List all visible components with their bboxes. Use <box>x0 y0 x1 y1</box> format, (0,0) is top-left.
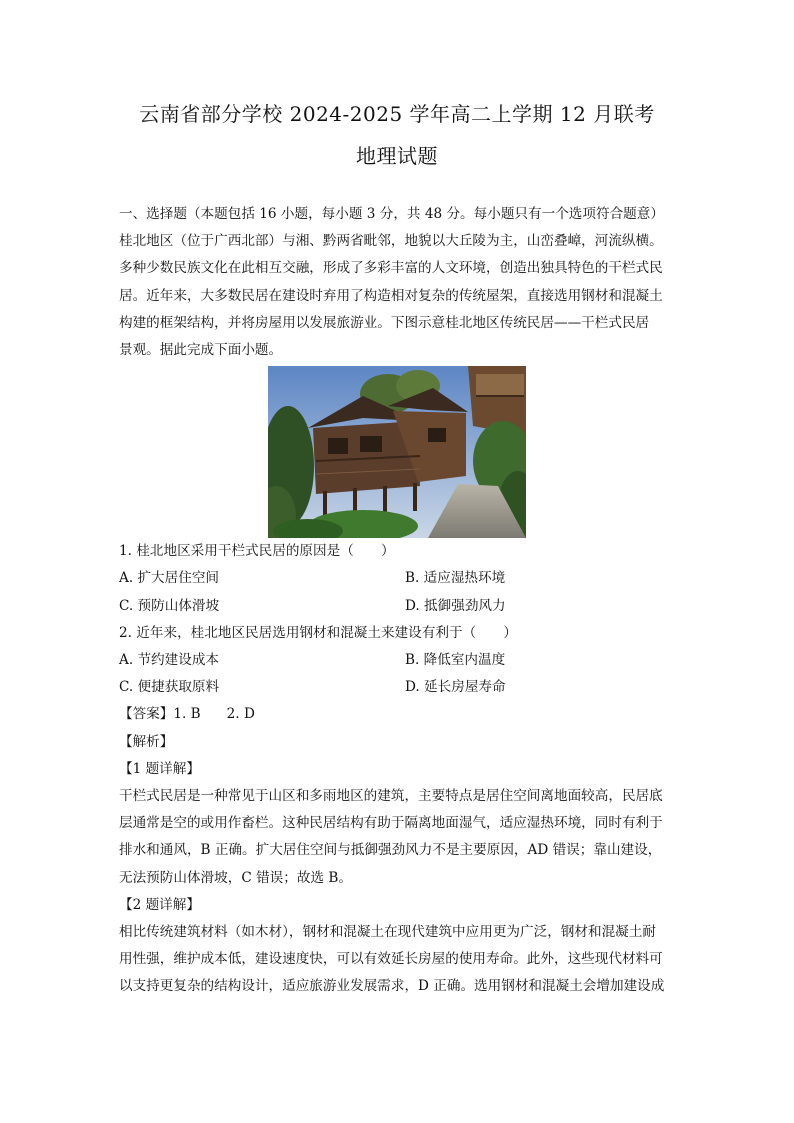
page-subtitle: 地理试题 <box>356 144 438 168</box>
detail-1-line: 排水和通风，B 正确。扩大居住空间与抵御强劲风力不是主要原因，AD 错误；靠山建设， <box>119 842 662 859</box>
question-2-stem: 2. 近年来，桂北地区民居选用钢材和混凝土来建设有利于（ ） <box>119 624 517 641</box>
option-b[interactable]: B. 降低室内温度 <box>405 652 506 669</box>
page-title: 云南省部分学校 2024-2025 学年高二上学期 12 月联考 <box>139 102 655 126</box>
detail-1-line: 干栏式民居是一种常见于山区和多雨地区的建筑，主要特点是居住空间离地面较高，民居底 <box>119 788 663 805</box>
option-c[interactable]: C. 便捷获取原料 <box>119 679 220 696</box>
option-c[interactable]: C. 预防山体滑坡 <box>119 597 220 614</box>
question-1-stem: 1. 桂北地区采用干栏式民居的原因是（ ） <box>119 543 395 560</box>
question-1-options-row-1 <box>119 565 681 592</box>
answer-1: 1. B <box>173 706 201 723</box>
answer-2: 2. D <box>226 706 255 723</box>
passage-line: 桂北地区（位于广西北部）与湘、黔两省毗邻，地貌以大丘陵为主，山峦叠嶂，河流纵横。 <box>119 233 663 250</box>
option-d[interactable]: D. 抵御强劲风力 <box>405 597 506 614</box>
option-a[interactable]: A. 扩大居住空间 <box>119 570 220 587</box>
option-a[interactable]: A. 节约建设成本 <box>119 652 220 669</box>
ganlan-house-photo <box>268 366 526 538</box>
detail-2-line: 用性强，维护成本低，建设速度快，可以有效延长房屋的使用寿命。此外，这些现代材料可 <box>119 951 663 968</box>
detail-1-line: 无法预防山体滑坡，C 错误；故选 B。 <box>119 869 352 886</box>
analysis-label: 【解析】 <box>119 733 174 750</box>
detail-1-line: 层通常是空的或用作畜栏。这种民居结构有助于隔离地面湿气，适应湿热环境，同时有利于 <box>119 815 663 832</box>
option-b[interactable]: B. 适应湿热环境 <box>405 570 506 587</box>
answer-label: 【答案】 <box>119 706 174 723</box>
passage-line: 居。近年来，大多数民居在建设时弃用了构造相对复杂的传统屋架，直接选用钢材和混凝土 <box>119 287 663 304</box>
question-1-options-row-2 <box>119 593 681 620</box>
section-heading: 一、选择题（本题包括 16 小题，每小题 3 分，共 48 分。每小题只有一个选项符合题意） <box>119 206 664 222</box>
detail-2-line: 以支持更复杂的结构设计，适应旅游业发展需求，D 正确。选用钢材和混凝土会增加建设成 <box>119 978 665 995</box>
detail-1-label: 【1 题详解】 <box>119 760 200 777</box>
passage-line: 多种少数民族文化在此相互交融，形成了多彩丰富的人文环境，创造出独具特色的干栏式民 <box>119 260 663 277</box>
detail-2-line: 相比传统建筑材料（如木材），钢材和混凝土在现代建筑中应用更为广泛，钢材和混凝土耐 <box>119 924 656 941</box>
answer-line <box>119 701 681 728</box>
question-2-options-row-2 <box>119 674 681 701</box>
question-2-options-row-1 <box>119 647 681 674</box>
detail-2-label: 【2 题详解】 <box>119 896 200 913</box>
document-body <box>119 201 681 1001</box>
passage-line: 构建的框架结构，并将房屋用以发展旅游业。下图示意桂北地区传统民居——干栏式民居 <box>119 314 650 331</box>
passage-line: 景观。据此完成下面小题。 <box>119 342 283 359</box>
option-d[interactable]: D. 延长房屋寿命 <box>405 679 506 696</box>
